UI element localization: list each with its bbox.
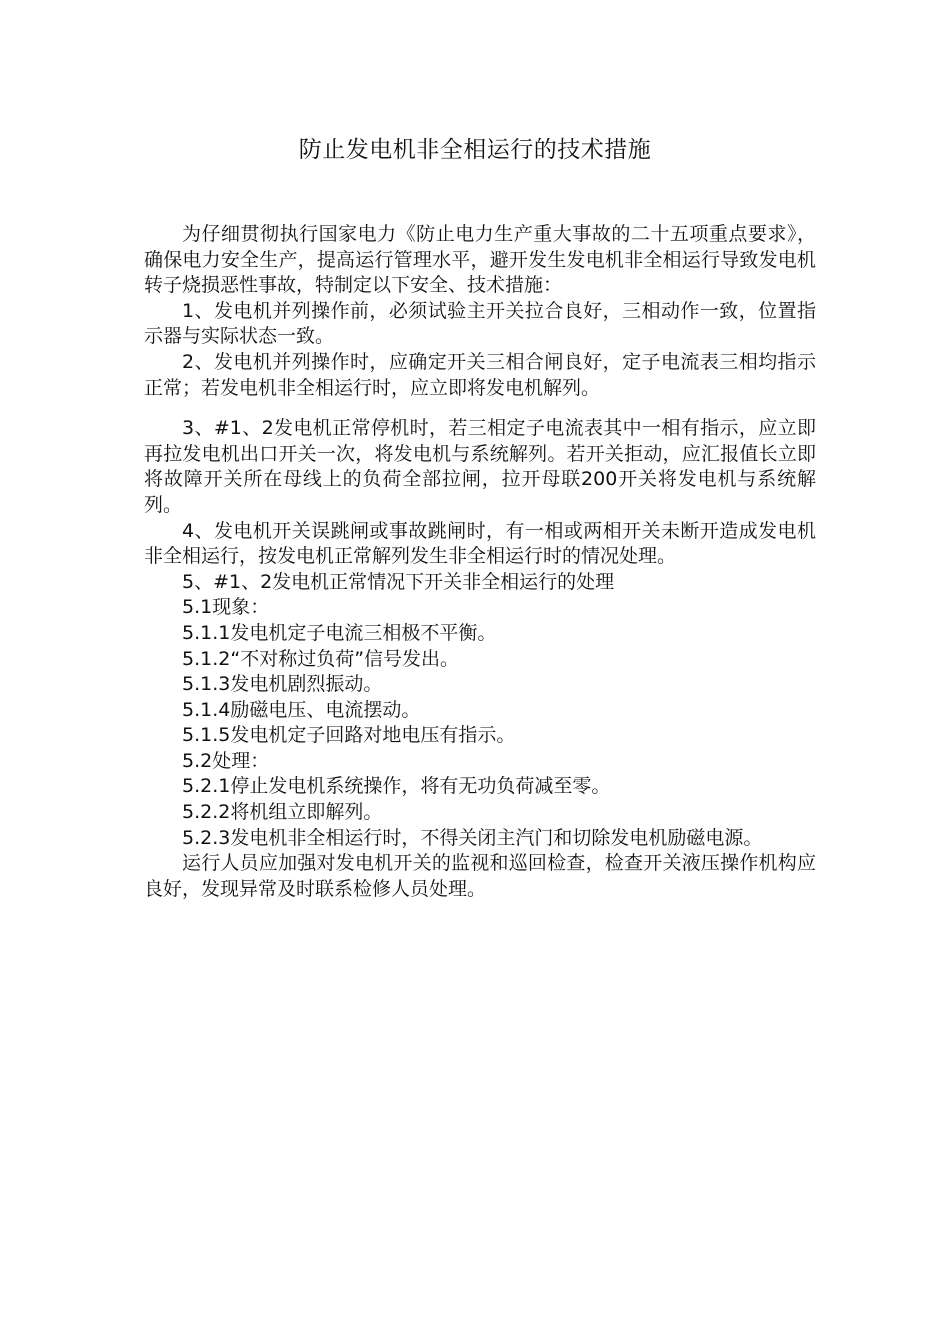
handling-item: 5.2.3发电机非全相运行时，不得关闭主汽门和切除发电机励磁电源。 — [182, 826, 763, 849]
measure-2-paragraph: 2、发电机并列操作时，应确定开关三相合闸良好，定子电流表三相均指示正常；若发电机非全相运行时，应立即将发电机解列。 — [144, 350, 816, 399]
measure-1-paragraph: 1、发电机并列操作前，必须试验主开关拉合良好，三相动作一致，位置指示器与实际状态一致。 — [144, 299, 816, 348]
document-body — [144, 222, 816, 902]
handling-heading: 5.2处理： — [182, 749, 270, 772]
document-title: 防止发电机非全相运行的技术措施 — [298, 137, 652, 163]
phenomenon-item: 5.1.1发电机定子电流三相极不平衡。 — [182, 621, 497, 644]
intro-paragraph: 为仔细贯彻执行国家电力《防止电力生产重大事故的二十五项重点要求》，确保电力安全生产，提高运行管理水平，避开发生发电机非全相运行导致发电机转子烧损恶性事故，特制定以下安全、技术措施： — [144, 223, 816, 297]
phenomenon-item: 5.1.2“不对称过负荷”信号发出。 — [182, 647, 460, 670]
phenomenon-heading: 5.1现象： — [182, 596, 270, 619]
phenomenon-item: 5.1.4励磁电压、电流摆动。 — [182, 698, 421, 721]
closing-paragraph: 运行人员应加强对发电机开关的监视和巡回检查，检查开关液压操作机构应良好，发现异常及时联系检修人员处理。 — [144, 852, 816, 900]
measure-5-heading: 5、#1、2发电机正常情况下开关非全相运行的处理 — [182, 570, 615, 593]
handling-item: 5.2.2将机组立即解列。 — [182, 801, 383, 824]
phenomenon-item: 5.1.5发电机定子回路对地电压有指示。 — [182, 724, 516, 747]
handling-item: 5.2.1停止发电机系统操作，将有无功负荷减至零。 — [182, 775, 611, 798]
measure-4-paragraph: 4、发电机开关误跳闸或事故跳闸时，有一相或两相开关未断开造成发电机非全相运行，按发电机正常解列发生非全相运行时的情况处理。 — [144, 519, 816, 568]
phenomenon-item: 5.1.3发电机剧烈振动。 — [182, 673, 383, 696]
measure-3-paragraph: 3、#1、2发电机正常停机时，若三相定子电流表其中一相有指示，应立即再拉发电机出口开关一次，将发电机与系统解列。若开关拒动，应汇报值长立即将故障开关所在母线上的负荷全部拉闸，拉开母联200开关将发电机与系统解列。 — [144, 417, 816, 516]
